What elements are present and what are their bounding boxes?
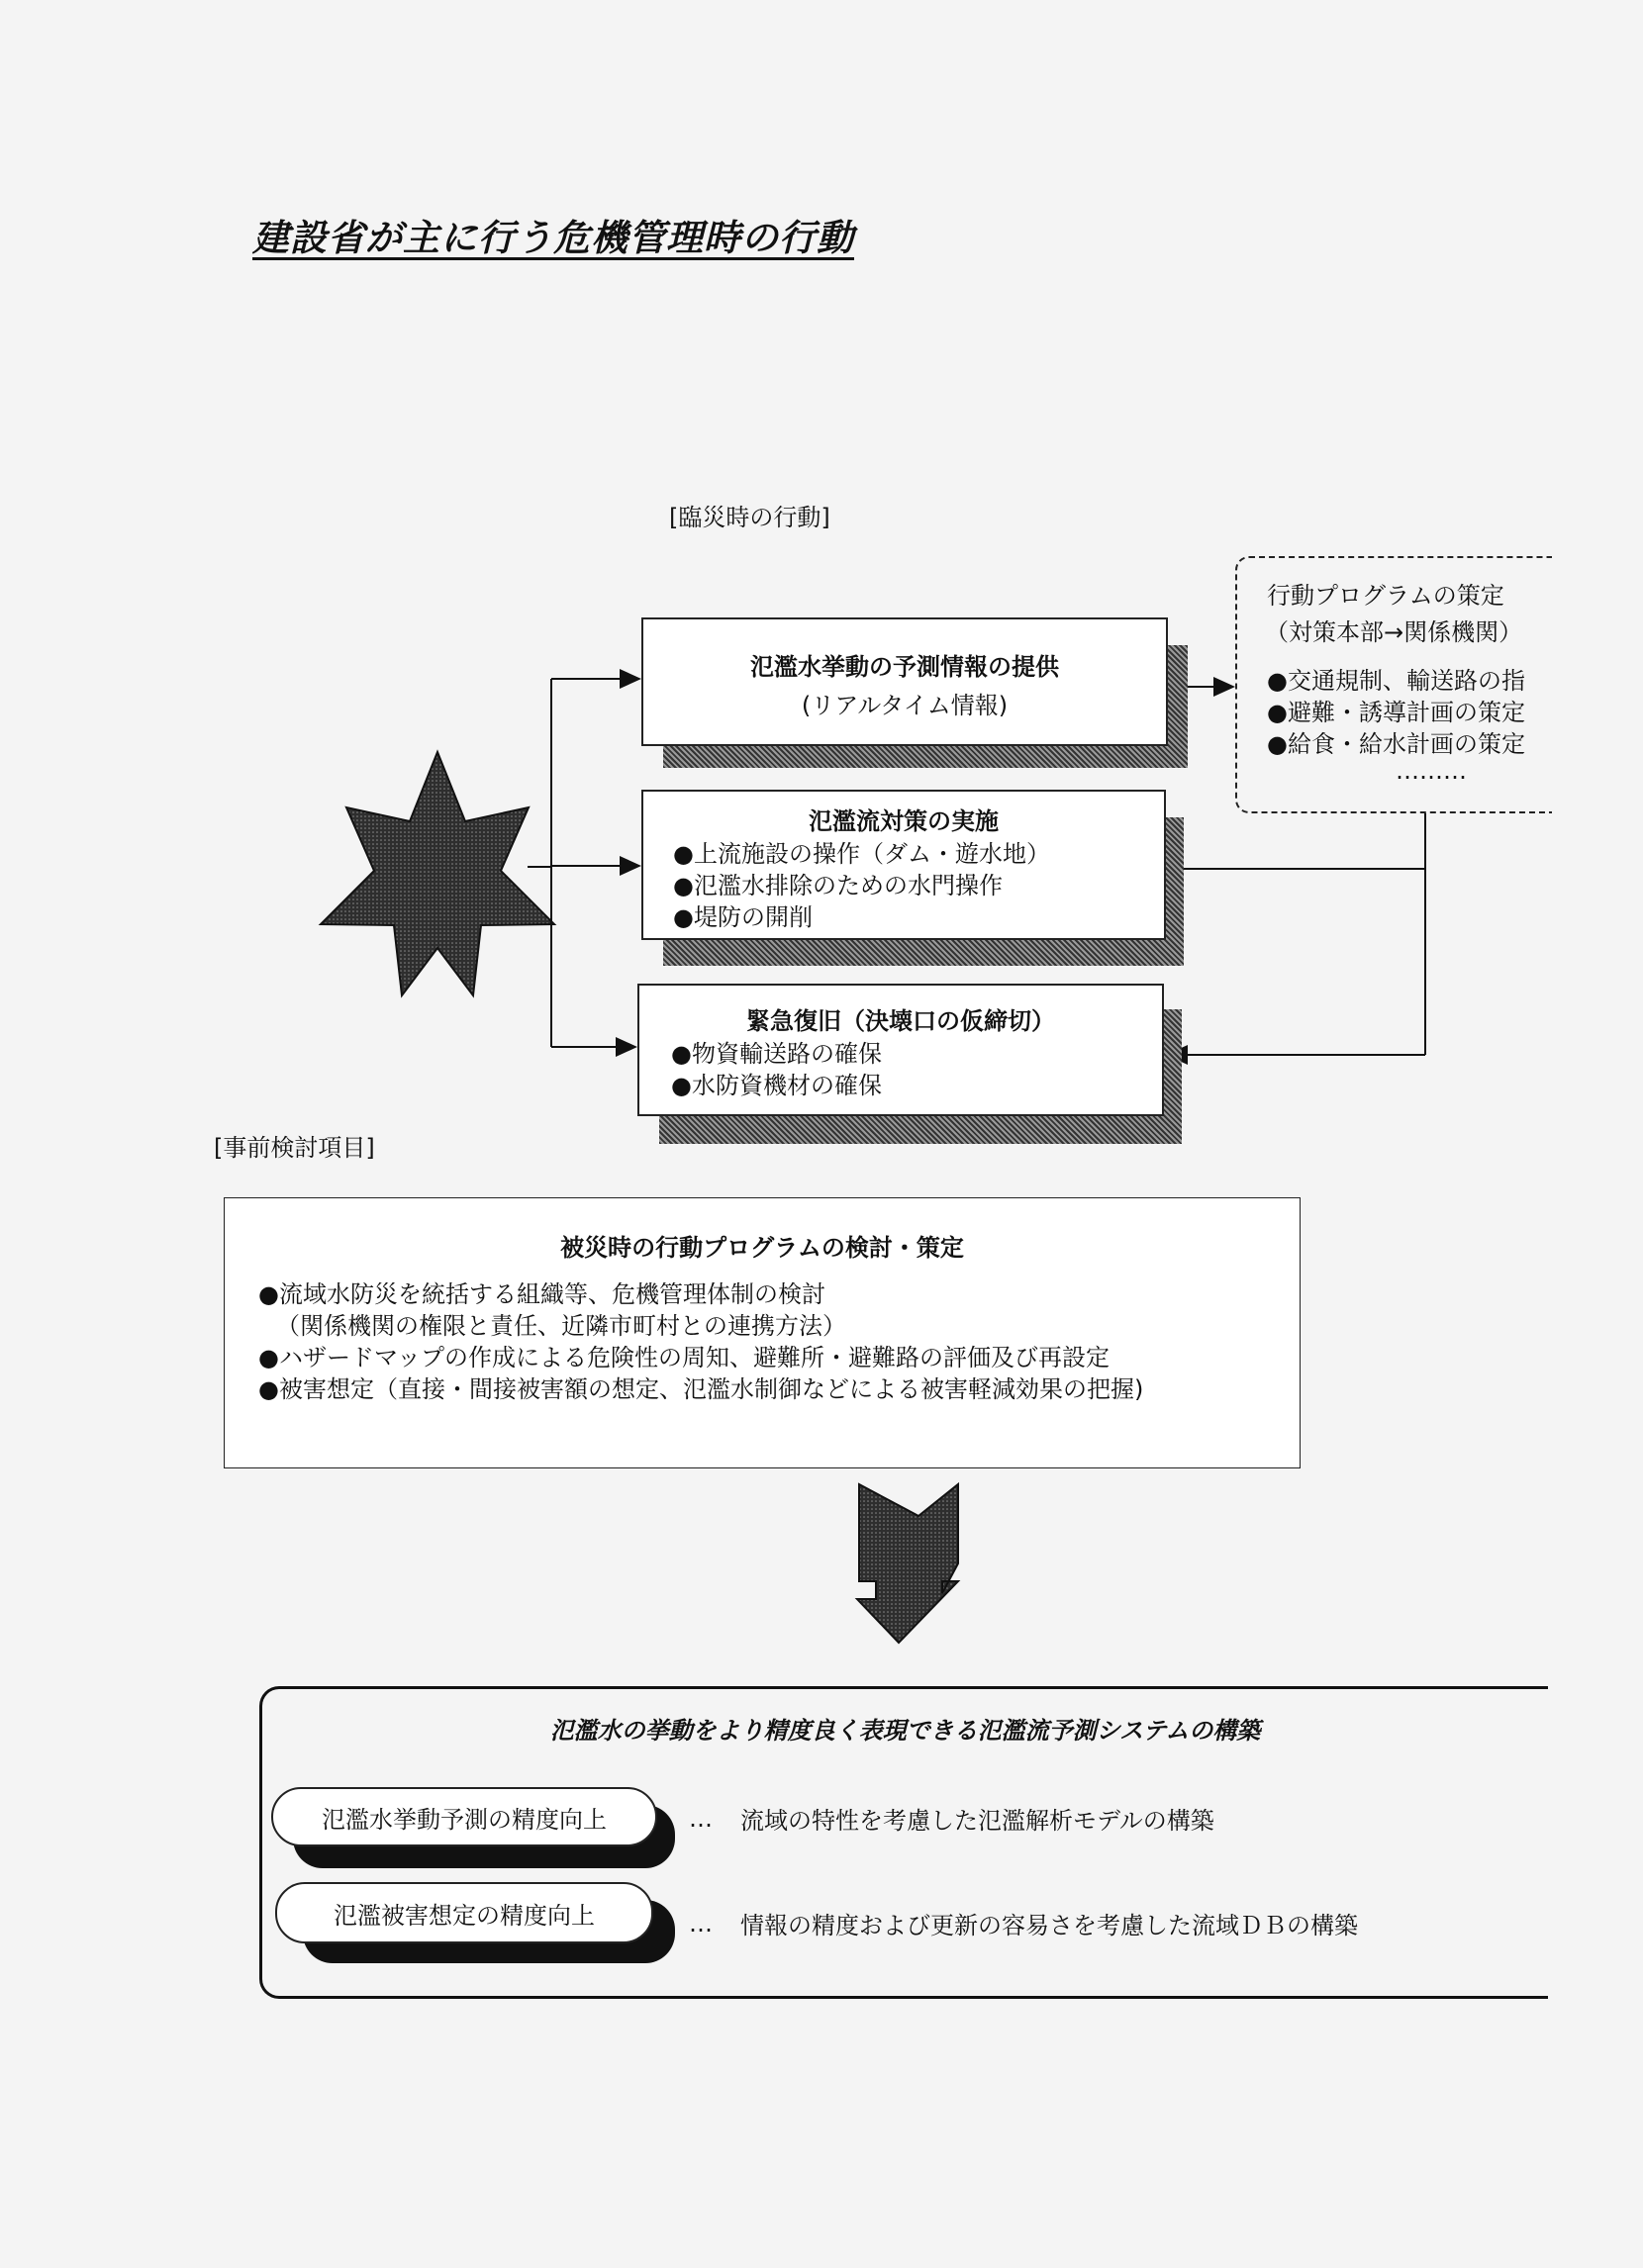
damage-estimate-pill: 氾濫被害想定の精度向上 (275, 1882, 653, 1943)
emergency-restoration-title: 緊急復旧（決壊口の仮締切） (746, 1007, 1055, 1035)
emergency-restoration-box (637, 984, 1164, 1116)
advance-section-label: [事前検討項目] (214, 1134, 375, 1162)
ellipsis: ……… (1396, 757, 1467, 785)
flood-measures-box (641, 790, 1166, 940)
forecast-info-title: 氾濫水挙動の予測情報の提供 (750, 653, 1059, 681)
page-title: 建設省が主に行う危機管理時の行動 (252, 217, 854, 259)
list-item: ●氾濫水排除のための水門操作 (673, 872, 1003, 899)
down-arrow-icon (857, 1484, 958, 1643)
list-item: ●水防資機材の確保 (671, 1072, 882, 1099)
action-program-subtitle: （対策本部→関係機関） (1265, 618, 1523, 646)
leader-dots: … (689, 1805, 713, 1833)
list-item: ●流域水防災を統括する組織等、危機管理体制の検討 (258, 1280, 825, 1308)
list-item: （関係機関の権限と責任、近隣市町村との連携方法） (276, 1312, 846, 1340)
list-item: ●上流施設の操作（ダム・遊水地） (673, 840, 1050, 868)
forecast-info-box (641, 617, 1168, 746)
list-item: ●堤防の開削 (673, 903, 813, 931)
list-item: ●給食・給水計画の策定 (1267, 730, 1525, 758)
list-item: ●物資輸送路の確保 (671, 1040, 882, 1068)
forecast-accuracy-pill: 氾濫水挙動予測の精度向上 (271, 1787, 657, 1846)
damage-estimate-desc: 情報の精度および更新の容易さを考慮した流域ＤＢの構築 (740, 1912, 1358, 1939)
list-item: ●避難・誘導計画の策定 (1267, 699, 1525, 726)
forecast-accuracy-desc: 流域の特性を考慮した氾濫解析モデルの構築 (740, 1807, 1214, 1835)
advance-review-title: 被災時の行動プログラムの検討・策定 (560, 1234, 964, 1262)
flood-measures-title: 氾濫流対策の実施 (809, 807, 999, 835)
forecast-info-subtitle: (リアルタイム情報) (801, 692, 1009, 719)
advance-review-box (224, 1197, 1301, 1468)
disaster-section-label: [臨災時の行動] (669, 504, 830, 531)
list-item: ●被害想定（直接・間接被害額の想定、氾濫水制御などによる被害軽減効果の把握) (258, 1375, 1144, 1403)
star-icon (321, 752, 554, 995)
list-item: ●交通規制、輸送路の指 (1267, 667, 1525, 695)
action-program-box (1235, 556, 1552, 813)
list-item: ●ハザードマップの作成による危険性の周知、避難所・避難路の評価及び再設定 (258, 1344, 1110, 1371)
action-program-title: 行動プログラムの策定 (1267, 582, 1504, 610)
leader-dots: … (689, 1910, 713, 1937)
prediction-system-title: 氾濫水の挙動をより精度良く表現できる氾濫流予測システムの構築 (549, 1717, 1261, 1745)
